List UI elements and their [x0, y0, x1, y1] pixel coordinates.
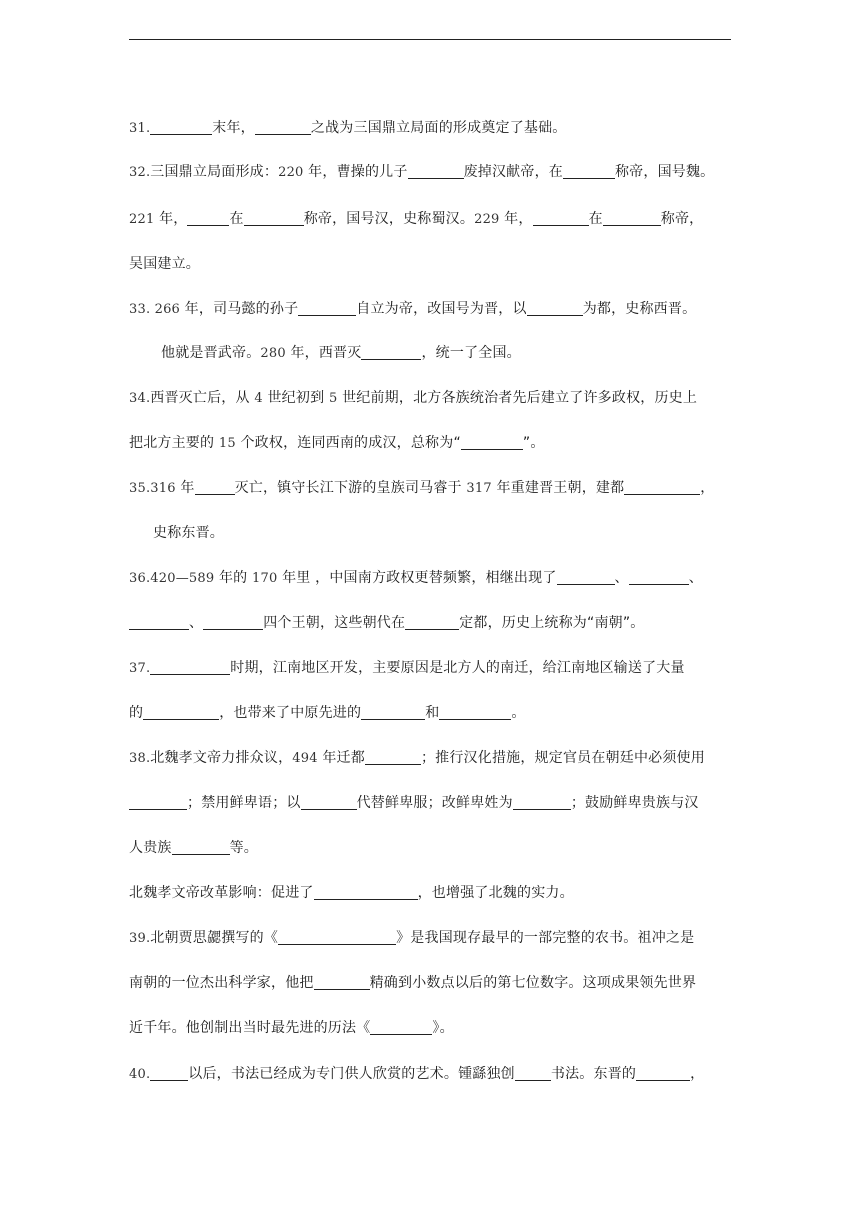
question-text: ，统一了全国。 — [421, 345, 521, 361]
question-text: 年里 ，中国南方政权更替频繁，相继出现了 — [277, 570, 557, 586]
question-line — [129, 119, 567, 138]
question-line — [129, 929, 694, 948]
question-text: 自立为帝，改国号为晋，以 — [356, 301, 527, 317]
question-text: 史称东晋。 — [153, 525, 224, 541]
question-text: 年，曹操的儿子 — [303, 164, 408, 180]
question-text: 世纪初到 — [262, 390, 329, 406]
answer-blank[interactable] — [365, 750, 421, 765]
question-line — [129, 163, 714, 182]
question-text: 等。 — [229, 840, 259, 856]
question-text: 定都，历史上统称为“南朝”。 — [459, 615, 645, 631]
question-line — [129, 389, 697, 408]
question-text: ；禁用鲜卑语；以 — [187, 795, 301, 811]
question-number: 35. — [129, 481, 151, 496]
question-line — [129, 884, 574, 902]
question-line — [129, 614, 645, 632]
question-text: 北魏孝文帝力排众议， — [150, 750, 293, 766]
question-number: 38. — [129, 751, 151, 766]
question-text: ，也带来了中原先进的 — [219, 705, 362, 721]
question-text: 称帝，国号魏。 — [614, 164, 715, 180]
answer-blank[interactable] — [370, 1020, 432, 1035]
question-number: 420—589 — [150, 571, 215, 586]
answer-blank[interactable] — [636, 1066, 690, 1081]
question-text: 人贵族 — [129, 840, 172, 856]
question-line — [129, 1019, 454, 1037]
answer-blank[interactable] — [150, 120, 212, 135]
question-number: 33. — [129, 302, 151, 317]
question-text: 。 — [511, 705, 526, 721]
question-text: 年的 — [214, 570, 253, 586]
question-number: 15 — [218, 436, 236, 451]
answer-blank[interactable] — [301, 795, 357, 810]
question-line — [129, 210, 703, 229]
answer-blank[interactable] — [461, 435, 523, 450]
answer-blank[interactable] — [150, 660, 230, 675]
question-line — [129, 255, 200, 273]
question-text: 末年， — [212, 120, 255, 136]
question-number: 317 — [466, 481, 492, 496]
question-line — [161, 344, 521, 363]
question-text: 南朝的一位杰出科学家，他把 — [129, 975, 314, 991]
question-line — [129, 749, 705, 768]
answer-blank[interactable] — [129, 795, 187, 810]
question-number: 316 — [150, 481, 176, 496]
question-text: 的 — [129, 705, 144, 721]
answer-blank[interactable] — [129, 615, 189, 630]
answer-blank[interactable] — [439, 705, 511, 720]
question-text: 世纪前期，北方各族统治者先后建立了许多政权，历史上 — [337, 390, 698, 406]
answer-blank[interactable] — [361, 345, 421, 360]
question-text: 北魏孝文帝改革影响：促进了 — [129, 885, 314, 901]
question-text: 年重建晋王朝，建都 — [491, 480, 625, 496]
question-text: 年， — [499, 211, 533, 227]
question-text: 灭亡，镇守长江下游的皇族司马睿于 — [234, 480, 467, 496]
question-text: ”。 — [522, 435, 545, 451]
answer-blank[interactable] — [187, 211, 229, 226]
question-text: 近千年。他创制出当时最先进的历法《 — [129, 1020, 371, 1036]
question-line — [129, 839, 258, 857]
question-text: 为都，史称西晋。 — [582, 301, 697, 317]
question-text: 称帝， — [660, 211, 704, 227]
question-line — [129, 300, 696, 319]
question-number: 4 — [254, 391, 263, 406]
question-text: 称帝，国号汉，史称蜀汉。 — [303, 211, 475, 227]
answer-blank[interactable] — [172, 840, 230, 855]
question-line — [129, 1065, 704, 1084]
answer-blank[interactable] — [314, 885, 418, 900]
question-number: 494 — [292, 751, 318, 766]
question-number: 170 — [252, 571, 278, 586]
question-text: 和 — [425, 705, 440, 721]
question-text: ， — [690, 1066, 705, 1082]
question-text: 、 — [688, 570, 703, 586]
answer-blank[interactable] — [361, 705, 425, 720]
answer-blank[interactable] — [515, 1066, 551, 1081]
answer-blank[interactable] — [557, 570, 615, 585]
question-text: 年，西晋灭 — [285, 345, 362, 361]
question-text: 四个王朝，这些朝代在 — [263, 615, 406, 631]
question-text: 北朝贾思勰撰写的《 — [150, 930, 279, 946]
answer-blank[interactable] — [629, 570, 689, 585]
question-line — [153, 524, 224, 542]
question-text: 书法。东晋的 — [550, 1066, 637, 1082]
question-number: 39. — [129, 931, 151, 946]
question-text: 个政权，连同西南的成汉，总称为“ — [235, 435, 461, 451]
question-text: 年，司马懿的孙子 — [180, 301, 299, 317]
question-text: 代替鲜卑服；改鲜卑姓为 — [356, 795, 513, 811]
answer-blank[interactable] — [298, 301, 356, 316]
question-number: 34. — [129, 391, 151, 406]
question-text: 以后，书法已经成为专门供人欣赏的艺术。锺繇独创 — [188, 1066, 515, 1082]
answer-blank[interactable] — [314, 975, 370, 990]
question-line — [129, 794, 699, 812]
question-line — [129, 704, 526, 722]
question-number: 220 — [278, 165, 304, 180]
answer-blank[interactable] — [527, 301, 583, 316]
answer-blank[interactable] — [203, 615, 263, 630]
question-text: 精确到小数点以后的第七位数字。这项成果领先世界 — [369, 975, 697, 991]
question-line — [129, 434, 545, 453]
question-text: 年迁都 — [317, 750, 365, 766]
answer-blank[interactable] — [278, 930, 396, 945]
question-text: ；推行汉化措施，规定官员在朝廷中必须使用 — [420, 750, 705, 766]
question-text: 之战为三国鼎立局面的形成奠定了基础。 — [310, 120, 567, 136]
question-text: 年 — [175, 480, 195, 496]
question-number: 280 — [260, 346, 286, 361]
question-text: 吴国建立。 — [129, 256, 200, 272]
header-rule — [129, 39, 731, 40]
question-line — [129, 479, 715, 498]
question-text: 》是我国现存最早的一部完整的农书。祖冲之是 — [396, 930, 695, 946]
answer-blank[interactable] — [255, 120, 311, 135]
question-text: 时期，江南地区开发，主要原因是北方人的南迁，给江南地区输送了大量 — [230, 660, 685, 676]
question-text: 他就是晋武帝。 — [161, 345, 261, 361]
question-text: 在 — [229, 211, 244, 227]
answer-blank[interactable] — [563, 164, 615, 179]
answer-blank[interactable] — [624, 480, 700, 495]
question-number: 229 — [474, 212, 500, 227]
question-text: 》。 — [432, 1020, 454, 1036]
question-text: 、 — [614, 570, 629, 586]
answer-blank[interactable] — [244, 211, 304, 226]
answer-blank[interactable] — [405, 615, 459, 630]
answer-blank[interactable] — [603, 211, 661, 226]
question-text: 、 — [189, 615, 204, 631]
question-text: ， — [700, 480, 715, 496]
question-number: 37. — [129, 661, 151, 676]
answer-blank[interactable] — [195, 480, 235, 495]
question-line — [129, 974, 696, 992]
question-number: 221 — [129, 212, 155, 227]
question-text: 三国鼎立局面形成： — [150, 164, 279, 180]
question-text: ；鼓励鲜卑贵族与汉 — [570, 795, 699, 811]
answer-blank[interactable] — [408, 164, 464, 179]
question-text: 在 — [588, 211, 603, 227]
question-number: 31. — [129, 121, 151, 136]
question-line — [129, 569, 703, 588]
answer-blank[interactable] — [143, 705, 219, 720]
question-number: 40. — [129, 1067, 151, 1082]
question-number: 36. — [129, 571, 151, 586]
question-number: 5 — [328, 391, 338, 406]
question-number: 266 — [150, 302, 181, 317]
question-text: 废掉汉献帝，在 — [463, 164, 563, 180]
question-text: 把北方主要的 — [129, 435, 219, 451]
question-text: 西晋灭亡后，从 — [150, 390, 255, 406]
answer-blank[interactable] — [533, 211, 589, 226]
question-number: 32. — [129, 165, 151, 180]
question-text: ，也增强了北魏的实力。 — [417, 885, 574, 901]
answer-blank[interactable] — [150, 1066, 188, 1081]
answer-blank[interactable] — [513, 795, 571, 810]
question-line — [129, 659, 685, 678]
question-text: 年， — [154, 211, 188, 227]
